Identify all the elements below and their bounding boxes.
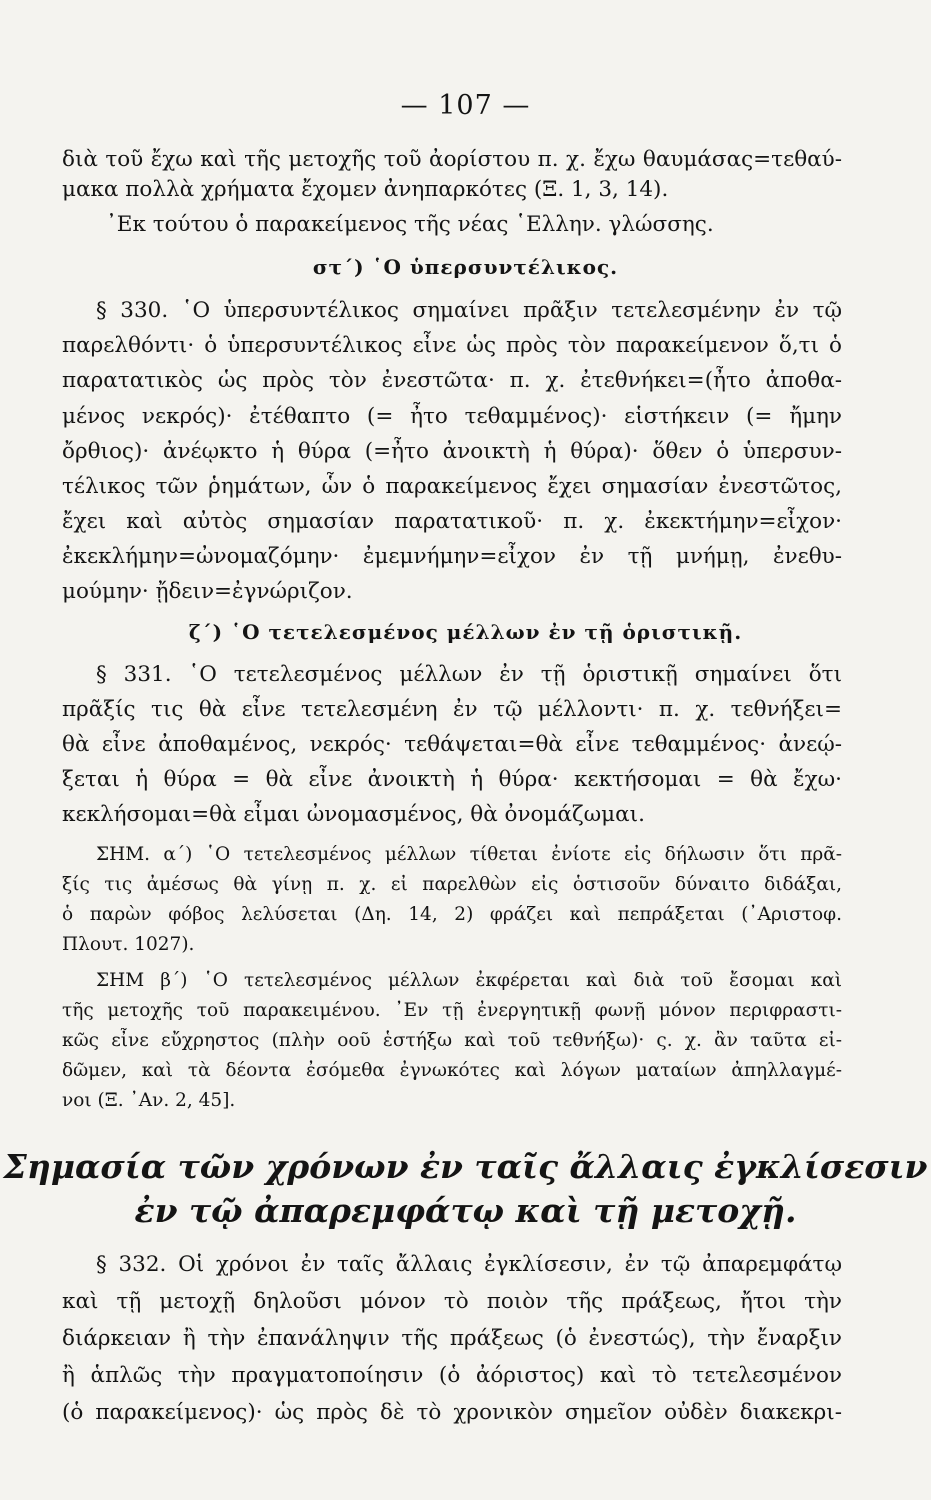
text-line: διάρκειαν ἢ τὴν ἐπανάληψιν τῆς πράξεως (ὁ ἐνεστώς), τὴν ἔναρξιν bbox=[62, 1326, 842, 1351]
text-line: κεκλήσομαι=θὰ εἶμαι ὠνομασμένος, θὰ ὀνομάζωμαι. bbox=[62, 802, 645, 827]
text-line: ἔχει καὶ αὐτὸς σημασίαν παρατατικοῦ· π. χ. ἐκεκτήμην=εἶχον· bbox=[62, 509, 842, 534]
text-line: καὶ τῇ μετοχῇ δηλοῦσι μόνον τὸ ποιὸν τῆς πράξεως, ἤτοι τὴν bbox=[62, 1289, 842, 1314]
text-line: (ὁ παρακείμενος)· ὡς πρὸς δὲ τὸ χρονικὸν σημεῖον οὐδὲν διακεκρι- bbox=[62, 1400, 842, 1425]
section-heading-st: στ´) ῾Ο ὑπερσυντέλικος. bbox=[312, 255, 619, 279]
chapter-heading-line-1: Σημασία τῶν χρόνων ἐν ταῖς ἄλλαις ἐγκλίσεσιν bbox=[3, 1147, 928, 1186]
text-line: § 331. ῾Ο τετελεσμένος μέλλων ἐν τῇ ὁριστικῇ σημαίνει ὅτι bbox=[96, 662, 842, 687]
text-line: ἐκεκλήμην=ὠνομαζόμην· ἐμεμνήμην=εἶχον ἐν τῇ μνήμῃ, ἐνεθυ- bbox=[62, 544, 842, 569]
note-line: ξίς τις ἀμέσως θὰ γίνῃ π. χ. εἰ παρελθὼν εἰς ὁστισοῦν δύναιτο διδάξαι, bbox=[62, 874, 842, 895]
note-line: νοι (Ξ. ᾿Αν. 2, 45]. bbox=[62, 1090, 236, 1111]
section-heading-z: ζ´) ῾Ο τετελεσμένος μέλλων ἐν τῇ ὁριστικῇ. bbox=[188, 620, 743, 644]
text-line: ξεται ἡ θύρα = θὰ εἶνε ἀνοικτὴ ἡ θύρα· κεκτήσομαι = θὰ ἔχω· bbox=[62, 767, 842, 792]
note-line: δῶμεν, καὶ τὰ δέοντα ἐσόμεθα ἐγνωκότες καὶ λόγων ματαίων ἀπηλλαγμέ- bbox=[62, 1060, 842, 1081]
note-line: ὁ παρὼν φόβος λελύσεται (Δη. 14, 2) φράζει καὶ πεπράξεται (᾿Αριστοφ. bbox=[62, 904, 842, 925]
note-line: τῆς μετοχῆς τοῦ παρακειμένου. ᾿Εν τῇ ἐνεργητικῇ φωνῇ μόνον περιφραστι- bbox=[62, 1000, 842, 1021]
text-line: παρελθόντι· ὁ ὑπερσυντέλικος εἶνε ὡς πρὸς τὸν παρακείμενον ὅ,τι ὁ bbox=[62, 333, 842, 358]
note-line: Πλουτ. 1027). bbox=[62, 934, 195, 955]
page-number: — 107 — bbox=[400, 90, 531, 121]
note-line: κῶς εἶνε εὔχρηστος (πλὴν οοῦ ἑστήξω καὶ τοῦ τεθνήξω)· ς. χ. ἂν ταῦτα εἰ- bbox=[62, 1030, 842, 1051]
text-line: μένος νεκρός)· ἐτέθαπτο (= ἦτο τεθαμμένος)· εἱστήκειν (= ἤμην bbox=[62, 404, 842, 429]
text-line: παρατατικὸς ὡς πρὸς τὸν ἐνεστῶτα· π. χ. ἐτεθνήκει=(ἦτο ἀποθα- bbox=[62, 368, 842, 393]
text-line: τέλικος τῶν ῥημάτων, ὧν ὁ παρακείμενος ἔχει σημασίαν ἐνεστῶτος, bbox=[62, 474, 842, 499]
chapter-heading-line-2: ἐν τῷ ἀπαρεμφάτῳ καὶ τῇ μετοχῇ. bbox=[134, 1191, 797, 1230]
text-line: ἢ ἁπλῶς τὴν πραγματοποίησιν (ὁ ἀόριστος) καὶ τὸ τετελεσμένον bbox=[62, 1363, 842, 1388]
text-line: μακα πολλὰ χρήματα ἔχομεν ἀνηπαρκότες (Ξ. 1, 3, 14). bbox=[62, 177, 669, 202]
note-line: ΣΗΜ. α´) ῾Ο τετελεσμένος μέλλων τίθεται ἐνίοτε εἰς δήλωσιν ὅτι πρᾶ- bbox=[96, 844, 842, 865]
text-line: θὰ εἶνε ἀποθαμένος, νεκρός· τεθάψεται=θὰ εἶνε τεθαμμένος· ἀνεῴ- bbox=[62, 732, 842, 757]
text-line: ὄρθιος)· ἀνέῳκτο ἡ θύρα (=ἦτο ἀνοικτὴ ἡ θύρα)· ὅθεν ὁ ὑπερσυν- bbox=[62, 439, 842, 464]
text-line: μούμην· ᾔδειν=ἐγνώριζον. bbox=[62, 579, 353, 604]
text-line: § 330. ῾Ο ὑπερσυντέλικος σημαίνει πρᾶξιν τετελεσμένην ἐν τῷ bbox=[96, 298, 842, 323]
note-line: ΣΗΜ β´) ῾Ο τετελεσμένος μέλλων ἐκφέρεται καὶ διὰ τοῦ ἔσομαι καὶ bbox=[96, 970, 842, 991]
text-line: πρᾶξίς τις θὰ εἶνε τετελεσμένη ἐν τῷ μέλλοντι· π. χ. τεθνήξει= bbox=[62, 697, 842, 722]
text-line: διὰ τοῦ ἔχω καὶ τῆς μετοχῆς τοῦ ἀορίστου π. χ. ἔχω θαυμάσας=τεθαύ- bbox=[62, 147, 842, 172]
text-line: § 332. Οἱ χρόνοι ἐν ταῖς ἄλλαις ἐγκλίσεσιν, ἐν τῷ ἀπαρεμφάτῳ bbox=[96, 1252, 842, 1277]
text-line: ᾿Εκ τούτου ὁ παρακείμενος τῆς νέας ῾Ελλην. γλώσσης. bbox=[106, 212, 714, 237]
